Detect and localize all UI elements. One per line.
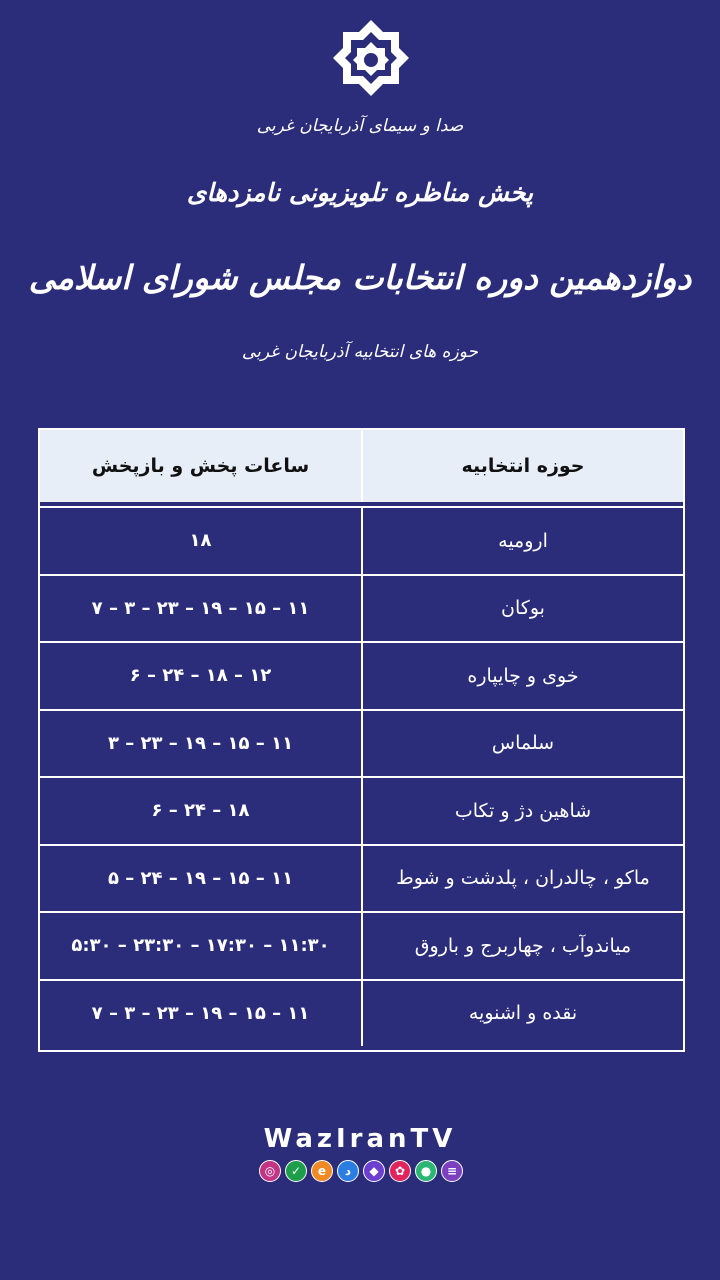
- zone-cell: ماکو ، چالدران ، پلدشت و شوط: [396, 867, 650, 890]
- soroush-icon[interactable]: د: [337, 1160, 359, 1182]
- column-header-zone: حوزه انتخابیه: [461, 455, 585, 477]
- brand-name: WazIranTV: [263, 1124, 457, 1154]
- times-cell: ۱۱ – ۱۵ – ۱۹ – ۲۴ – ۵: [40, 846, 363, 912]
- table-row: [40, 776, 683, 844]
- instagram-icon[interactable]: ◎: [259, 1160, 281, 1182]
- column-header-times: ساعات پخش و بازپخش: [40, 430, 363, 502]
- social-icons: [254, 1158, 468, 1184]
- times-cell: ۱۱:۳۰ – ۱۷:۳۰ – ۲۳:۳۰ – ۵:۳۰: [40, 913, 363, 979]
- subtitle: حوزه های انتخابیه آذربایجان غربی: [241, 342, 479, 362]
- bale-icon[interactable]: ●: [415, 1160, 437, 1182]
- org-name: صدا و سیمای آذربایجان غربی: [256, 116, 464, 136]
- times-cell: ۱۸ – ۲۴ – ۶: [40, 778, 363, 844]
- zone-cell: ارومیه: [498, 529, 548, 552]
- rubika-icon[interactable]: ◆: [363, 1160, 385, 1182]
- zone-cell: سلماس: [491, 732, 555, 755]
- table-row: [40, 911, 683, 979]
- irib-logo: [331, 18, 411, 100]
- table-row: [40, 709, 683, 777]
- table-row: [40, 506, 683, 574]
- table-row: [40, 979, 683, 1047]
- schedule-table: [38, 428, 685, 1052]
- title-line-2: دوازدهمین دوره انتخابات مجلس شورای اسلامی: [28, 258, 692, 297]
- zone-cell: بوکان: [501, 597, 545, 620]
- times-cell: ۱۲ – ۱۸ – ۲۴ – ۶: [40, 643, 363, 709]
- eitaa-icon[interactable]: e: [311, 1160, 333, 1182]
- times-cell: ۱۱ – ۱۵ – ۱۹ – ۲۳ – ۳ – ۷: [40, 576, 363, 642]
- times-cell: ۱۱ – ۱۵ – ۱۹ – ۲۳ – ۳ – ۷: [40, 981, 363, 1047]
- times-cell: ۱۸: [40, 508, 363, 574]
- table-row: [40, 641, 683, 709]
- table-row: [40, 574, 683, 642]
- aparat-icon[interactable]: ✿: [389, 1160, 411, 1182]
- zone-cell: نقده و اشنویه: [468, 1002, 578, 1025]
- times-cell: ۱۱ – ۱۵ – ۱۹ – ۲۳ – ۳: [40, 711, 363, 777]
- gap-icon[interactable]: ≡: [441, 1160, 463, 1182]
- table-body: [40, 506, 683, 1050]
- title-line-1: پخش مناظره تلویزیونی نامزدهای: [186, 178, 534, 207]
- check-icon[interactable]: ✓: [285, 1160, 307, 1182]
- zone-cell: میاندوآب ، چهاربرج و باروق: [414, 934, 632, 957]
- table-header: [40, 430, 683, 502]
- table-row: [40, 844, 683, 912]
- zone-cell: خوی و چایپاره: [467, 664, 579, 687]
- zone-cell: شاهین دژ و تکاب: [454, 799, 592, 822]
